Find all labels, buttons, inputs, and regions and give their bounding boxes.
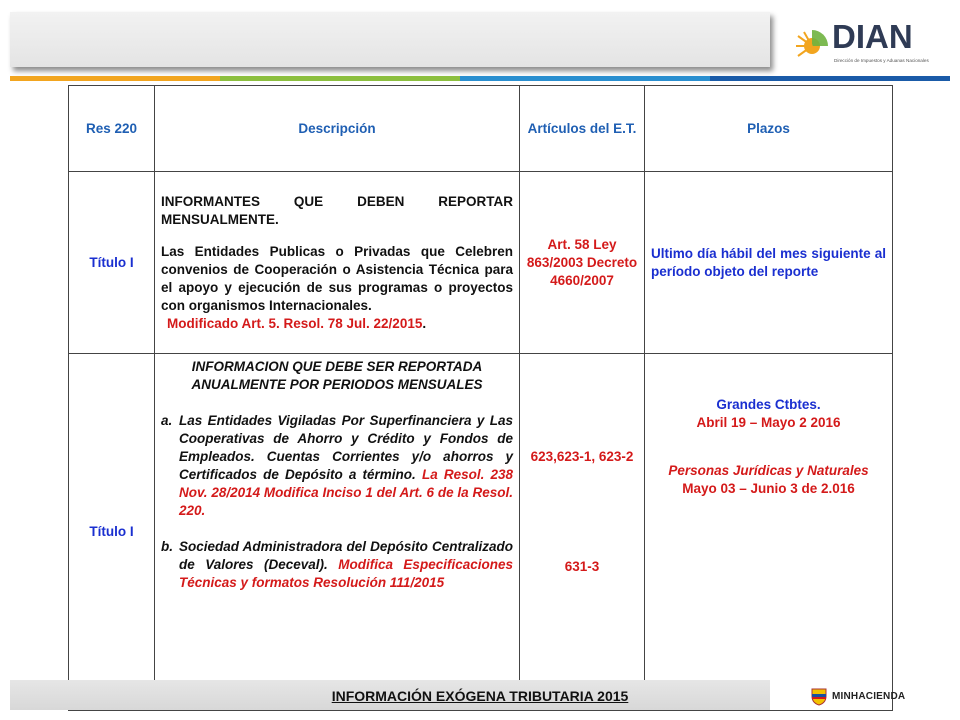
table-row <box>69 354 893 711</box>
row2-res: Título I <box>69 354 155 711</box>
header-res: Res 220 <box>69 86 155 172</box>
reporting-table <box>68 85 893 711</box>
strip-segment-darkblue <box>710 76 950 81</box>
plazos-group1-dates: Abril 19 – Mayo 2 2016 <box>696 415 841 430</box>
item-b-red-text: Modifica Especificaciones Técnicas y formatos Resolución 111/2015 <box>179 557 513 590</box>
plazos-group2-label: Personas Jurídicas y Naturales <box>668 463 869 478</box>
coat-of-arms-icon <box>810 686 828 706</box>
row1-desc-body: Las Entidades Publicas o Privadas que Celebren convenios de Cooperación o Asistencia Técnica para el apoyo y ejecución de sus programas o proyectos con organismos Internacionales. <box>161 243 513 313</box>
header-plazos: Plazos <box>645 86 893 172</box>
row2-plazos <box>645 354 893 711</box>
strip-segment-green <box>220 76 460 81</box>
footer-title: INFORMACIÓN EXÓGENA TRIBUTARIA 2015 <box>331 688 629 704</box>
minhacienda-logo <box>810 683 905 709</box>
row2-articulos-a: 623,623-1, 623-2 <box>530 449 634 464</box>
row1-articulos: Art. 58 Ley 863/2003 Decreto 4660/2007 <box>520 172 645 354</box>
item-a-text: Las Entidades Vigiladas Por Superfinanciera y Las Cooperativas de Ahorro y Crédito y Fondos de Empleados. Cuentas Corrientes y/o ahorros y Certificados de Depósito a término. <box>179 413 513 482</box>
item-a-body <box>179 412 513 520</box>
row1-res: Título I <box>69 172 155 354</box>
row1-plazos: Ultimo día hábil del mes siguiente al período objeto del reporte <box>645 172 893 354</box>
strip-segment-lightblue <box>460 76 710 81</box>
item-b-text: Sociedad Administradora del Depósito Centralizado de Valores (Deceval). <box>179 539 513 572</box>
row2-articulos-b: 631-3 <box>564 559 600 574</box>
strip-segment-orange <box>10 76 220 81</box>
header-articulos: Artículos del E.T. <box>520 86 645 172</box>
row2-descripcion <box>155 354 520 711</box>
row2-item-a <box>161 412 513 520</box>
row1-desc-modified-end: . <box>422 315 427 331</box>
dian-logo <box>792 14 942 70</box>
item-b-marker: b. <box>161 539 173 554</box>
row2-desc-title: INFORMACION QUE DEBE SER REPORTADA ANUALMENTE POR PERIODOS MENSUALES <box>191 359 483 392</box>
plazos-group2-dates: Mayo 03 – Junio 3 de 2.016 <box>682 481 855 496</box>
item-b-body <box>179 538 513 592</box>
header-descripcion: Descripción <box>155 86 520 172</box>
sun-emblem-icon <box>792 24 832 64</box>
row1-desc-modified: Modificado Art. 5. Resol. 78 Jul. 22/2015 <box>167 315 423 331</box>
item-a-marker: a. <box>161 413 173 428</box>
item-a-red-text: La Resol. 238 Nov. 28/2014 Modifica Inciso 1 del Art. 6 de la Resol. 220. <box>179 467 514 518</box>
logo-subtitle: Dirección de Impuestos y Aduanas Nacionales <box>834 58 929 63</box>
table-header-row <box>69 86 893 172</box>
ministry-name: MINHACIENDA <box>832 690 906 702</box>
logo-wordmark: DIAN <box>832 18 913 55</box>
row1-descripcion <box>155 172 520 354</box>
table-row <box>69 172 893 354</box>
plazos-group1-label: Grandes Ctbtes. <box>716 397 821 412</box>
header-banner <box>10 12 770 67</box>
row2-item-b <box>161 538 513 592</box>
color-strip <box>10 76 950 81</box>
row1-desc-title: INFORMANTES QUE DEBEN REPORTAR MENSUALMENTE. <box>161 193 513 227</box>
row1-desc-modified-line <box>161 315 513 333</box>
row2-articulos <box>520 354 645 711</box>
